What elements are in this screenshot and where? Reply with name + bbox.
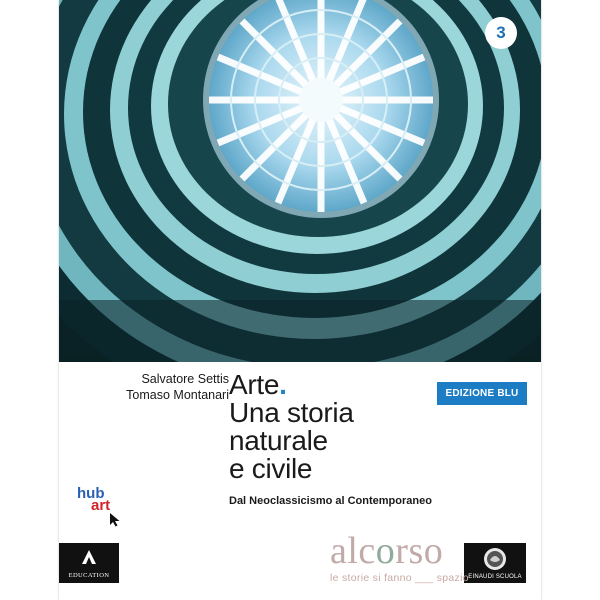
publisher-mark-icon	[81, 549, 97, 565]
einaudi-label: EINAUDI SCUOLA	[468, 574, 522, 580]
title-accent-dot: .	[279, 369, 287, 400]
spiral-atrium-photo	[59, 0, 541, 362]
author-name: Salvatore Settis	[141, 372, 229, 386]
art-logo-word: art	[91, 497, 111, 514]
book-cover	[59, 0, 541, 600]
cover-photo	[59, 0, 541, 362]
publisher-logo	[59, 543, 119, 583]
book-subtitle: Dal Neoclassicismo al Contemporaneo	[229, 495, 432, 507]
volume-number-badge: 3	[485, 17, 517, 49]
title-line: Arte.	[229, 369, 287, 400]
author-name: Tomaso Montanari	[126, 388, 229, 402]
book-title	[229, 371, 432, 507]
publisher-name: EDUCATION	[68, 572, 110, 579]
title-line: e civile	[229, 453, 313, 484]
hub-art-logo	[77, 486, 129, 526]
title-line: naturale	[229, 425, 328, 456]
site-watermark	[330, 532, 530, 584]
edition-badge: EDIZIONE BLU	[437, 382, 527, 405]
title-line: Una storia	[229, 397, 354, 428]
hub-logo-word: hub	[77, 485, 105, 502]
author-list	[126, 371, 229, 403]
watermark-logo-text: alcorso	[330, 530, 444, 572]
watermark-tagline: le storie si fanno ___ spazio	[330, 572, 469, 584]
cursor-arrow-icon	[109, 512, 121, 527]
